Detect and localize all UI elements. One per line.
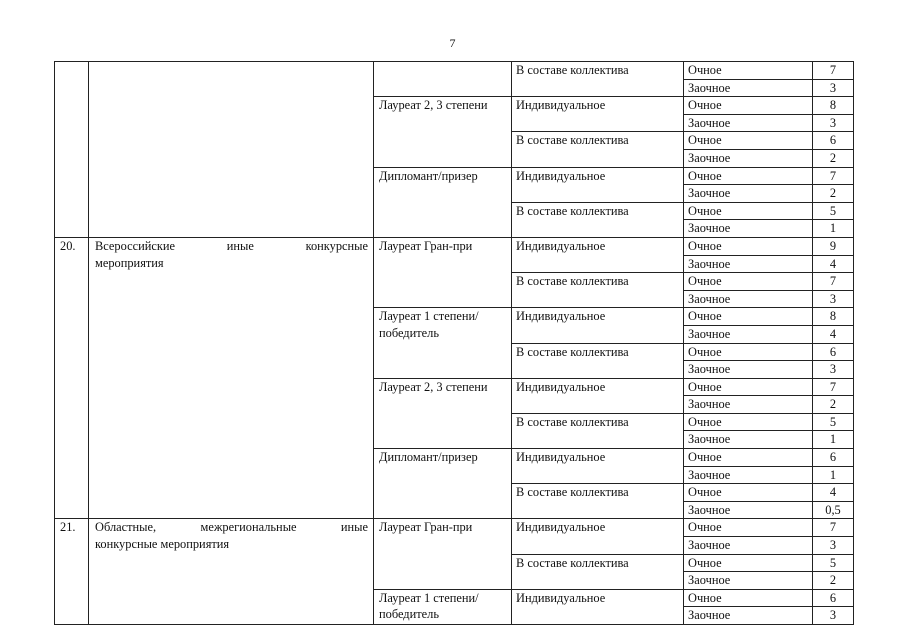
score-cell: 2	[813, 396, 854, 414]
participation-cell: В составе коллектива	[512, 554, 684, 589]
form-cell: Заочное	[684, 537, 813, 555]
score-cell: 3	[813, 290, 854, 308]
score-cell: 2	[813, 149, 854, 167]
form-cell: Заочное	[684, 185, 813, 203]
status-cell	[374, 62, 512, 97]
event-name-line: мероприятия	[95, 255, 164, 270]
criteria-table	[54, 61, 854, 625]
score-cell: 6	[813, 132, 854, 150]
score-cell: 3	[813, 537, 854, 555]
score-cell: 3	[813, 114, 854, 132]
event-name-cell	[89, 237, 374, 519]
score-cell: 0,5	[813, 501, 854, 519]
score-cell: 5	[813, 554, 854, 572]
score-cell: 1	[813, 431, 854, 449]
score-cell: 8	[813, 97, 854, 115]
form-cell: Заочное	[684, 361, 813, 379]
participation-cell: В составе коллектива	[512, 273, 684, 308]
form-cell: Очное	[684, 449, 813, 467]
form-cell: Заочное	[684, 607, 813, 625]
form-cell: Заочное	[684, 325, 813, 343]
form-cell: Заочное	[684, 220, 813, 238]
form-cell: Очное	[684, 413, 813, 431]
form-cell: Очное	[684, 343, 813, 361]
table-row	[55, 519, 854, 537]
score-cell: 5	[813, 413, 854, 431]
status-cell: Дипломант/призер	[374, 167, 512, 237]
status-line: Лауреат 1 степени/	[379, 309, 479, 324]
form-cell: Очное	[684, 378, 813, 396]
participation-cell: В составе коллектива	[512, 202, 684, 237]
score-cell: 1	[813, 466, 854, 484]
item-number-cell	[55, 62, 89, 238]
event-name-cell	[89, 62, 374, 238]
form-cell: Очное	[684, 308, 813, 326]
form-cell: Очное	[684, 484, 813, 502]
score-cell: 4	[813, 325, 854, 343]
score-cell: 3	[813, 361, 854, 379]
form-cell: Заочное	[684, 255, 813, 273]
form-cell: Очное	[684, 167, 813, 185]
form-cell: Очное	[684, 97, 813, 115]
participation-cell: Индивидуальное	[512, 308, 684, 343]
event-name-line: конкурсные мероприятия	[95, 537, 230, 552]
participation-cell: Индивидуальное	[512, 167, 684, 202]
score-cell: 7	[813, 519, 854, 537]
status-cell: Лауреат Гран-при	[374, 519, 512, 589]
score-cell: 8	[813, 308, 854, 326]
status-line: победитель	[379, 607, 439, 622]
participation-cell: Индивидуальное	[512, 378, 684, 413]
status-cell	[374, 589, 512, 624]
participation-cell: В составе коллектива	[512, 413, 684, 448]
participation-cell: Индивидуальное	[512, 97, 684, 132]
status-cell: Лауреат 2, 3 степени	[374, 378, 512, 448]
score-cell: 7	[813, 378, 854, 396]
item-number-cell: 21.	[55, 519, 89, 625]
score-cell: 6	[813, 449, 854, 467]
score-cell: 3	[813, 607, 854, 625]
form-cell: Очное	[684, 589, 813, 607]
score-cell: 4	[813, 255, 854, 273]
score-cell: 7	[813, 167, 854, 185]
event-name-line: Всероссийские иные конкурсные	[95, 238, 368, 253]
score-cell: 1	[813, 220, 854, 238]
score-cell: 7	[813, 273, 854, 291]
status-cell	[374, 308, 512, 378]
status-line: Лауреат 1 степени/	[379, 590, 479, 605]
table-row	[55, 62, 854, 80]
page-number: 7	[449, 36, 456, 50]
score-cell: 2	[813, 572, 854, 590]
status-cell: Лауреат Гран-при	[374, 237, 512, 307]
score-cell: 4	[813, 484, 854, 502]
form-cell: Заочное	[684, 149, 813, 167]
score-cell: 7	[813, 62, 854, 80]
participation-cell: Индивидуальное	[512, 519, 684, 554]
score-cell: 3	[813, 79, 854, 97]
form-cell: Заочное	[684, 466, 813, 484]
form-cell: Заочное	[684, 572, 813, 590]
form-cell: Очное	[684, 554, 813, 572]
score-cell: 6	[813, 589, 854, 607]
status-cell: Дипломант/призер	[374, 449, 512, 519]
participation-cell: В составе коллектива	[512, 62, 684, 97]
form-cell: Заочное	[684, 114, 813, 132]
score-cell: 9	[813, 237, 854, 255]
event-name-line: Областные, межрегиональные иные	[95, 520, 368, 535]
participation-cell: В составе коллектива	[512, 132, 684, 167]
participation-cell: Индивидуальное	[512, 589, 684, 624]
form-cell: Заочное	[684, 396, 813, 414]
item-number-cell: 20.	[55, 237, 89, 519]
score-cell: 6	[813, 343, 854, 361]
participation-cell: Индивидуальное	[512, 237, 684, 272]
form-cell: Очное	[684, 273, 813, 291]
status-cell: Лауреат 2, 3 степени	[374, 97, 512, 167]
form-cell: Очное	[684, 202, 813, 220]
participation-cell: В составе коллектива	[512, 343, 684, 378]
score-cell: 2	[813, 185, 854, 203]
form-cell: Очное	[684, 62, 813, 80]
table-row	[55, 237, 854, 255]
form-cell: Заочное	[684, 501, 813, 519]
form-cell: Заочное	[684, 79, 813, 97]
form-cell: Очное	[684, 519, 813, 537]
form-cell: Заочное	[684, 290, 813, 308]
participation-cell: Индивидуальное	[512, 449, 684, 484]
form-cell: Очное	[684, 132, 813, 150]
score-cell: 5	[813, 202, 854, 220]
form-cell: Заочное	[684, 431, 813, 449]
form-cell: Очное	[684, 237, 813, 255]
participation-cell: В составе коллектива	[512, 484, 684, 519]
event-name-cell	[89, 519, 374, 625]
status-line: победитель	[379, 325, 439, 340]
